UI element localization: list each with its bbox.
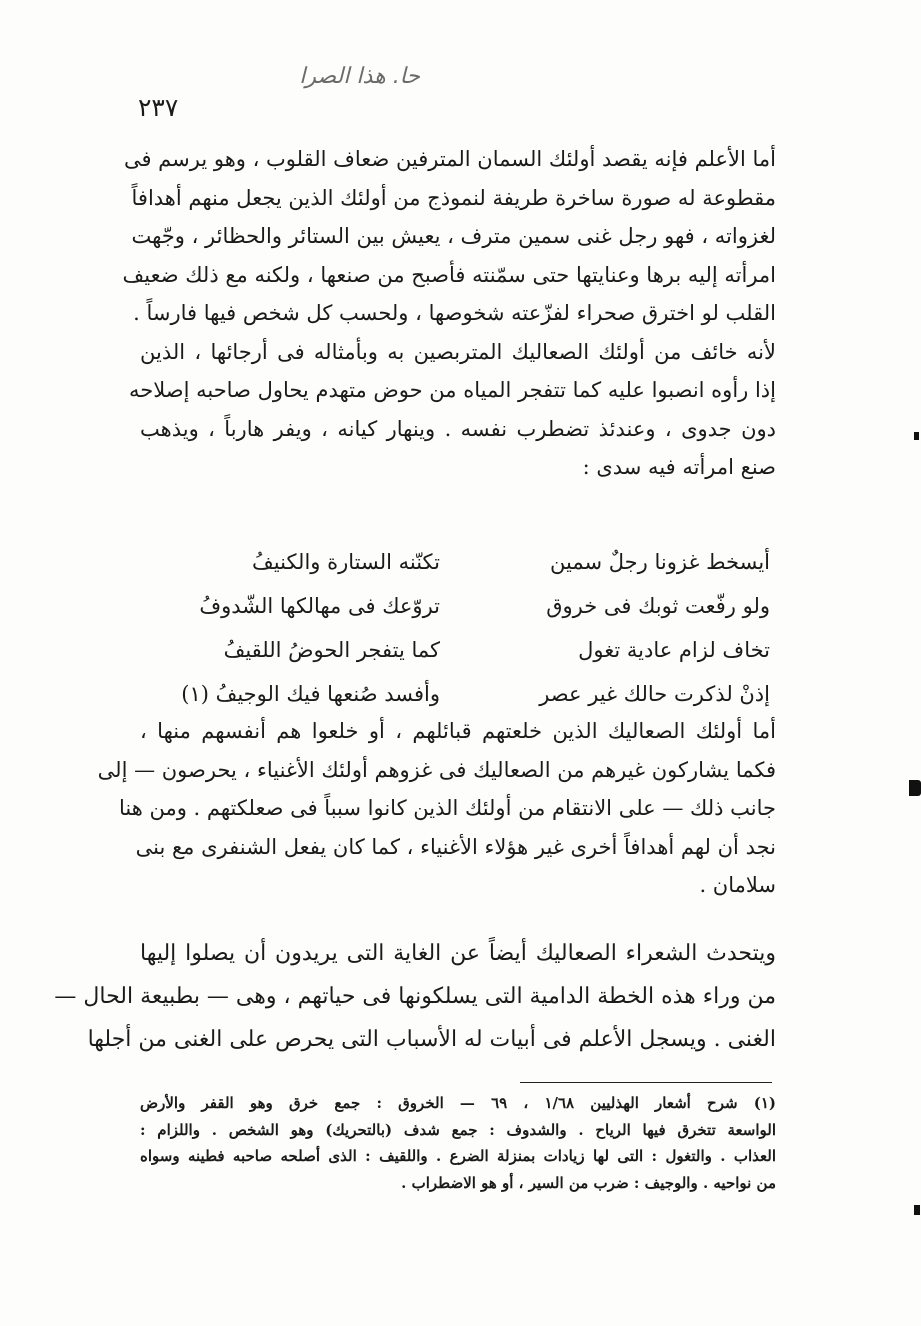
footnote-line: (١) شرح أشعار الهذليين ١/٦٨ ، ٦٩ — الخروق : جمع خرق وهو القفر والأرض — [140, 1094, 776, 1112]
page-number: ٢٣٧ — [138, 93, 179, 122]
footnote — [140, 1090, 776, 1196]
text-line: إذا رأوه انصبوا عليه كما تتفجر المياه من حوض متهدم يحاول صاحبه إصلاحه — [128, 378, 776, 402]
scan-edge-mark — [914, 1205, 920, 1215]
text-line: صنع امرأته فيه سدى : — [582, 455, 776, 479]
verse-first-hemistich: أيسخط غزونا رجلٌ سمين — [550, 550, 770, 574]
handwritten-note: حا. هذا الصرا — [299, 64, 420, 89]
text-line: القلب لو اخترق صحراء لفزّعته شخوصها ، ولحسب كل شخص فيها فارساً . — [133, 301, 776, 325]
text-line: أما أولئك الصعاليك الذين خلعتهم قبائلهم ، أو خلعوا هم أنفسهم منها ، — [140, 719, 776, 743]
verse-second-hemistich: تروّعك فى مهالكها الشّدوفُ — [199, 594, 440, 618]
text-line: ويتحدث الشعراء الصعاليك أيضاً عن الغاية التى يريدون أن يصلوا إليها — [140, 941, 776, 966]
paragraph-3 — [54, 932, 776, 1061]
verse-first-hemistich: تخاف لزام عادية تغول — [578, 638, 770, 662]
poem-verse — [170, 672, 770, 716]
verse-second-hemistich: وأفسد صُنعها فيك الوجيفُ (١) — [181, 682, 440, 706]
verse-second-hemistich: كما يتفجر الحوضُ اللقيفُ — [223, 638, 440, 662]
poem-verse — [170, 540, 770, 584]
text-line: مقطوعة له صورة ساخرة طريفة لنموذج من أولئك الذين يجعل منهم أهدافاً — [131, 185, 776, 210]
text-line: لأنه خائف من أولئك الصعاليك المتربصين به وبأمثاله فى أرجائها ، الذين — [140, 339, 776, 364]
footnote-line: العذاب . والتغول : التى لها زيادات بمنزلة الضرع . واللقيف : الذى أصلحه صاحبه فطينه وسواه — [140, 1147, 776, 1165]
text-line: سلامان . — [699, 873, 776, 897]
poem-verse — [170, 628, 770, 672]
scan-edge-mark — [914, 432, 919, 440]
footnote-line: الواسعة تتخرق فيها الرياح . والشدوف : جمع شدف (بالتحريك) وهو الشخص . واللزام : — [140, 1120, 776, 1139]
text-line: جانب ذلك — على الانتقام من أولئك الذين كانوا سبباً فى صعلكتهم . ومن هنا — [119, 796, 776, 820]
text-line: لغزواته ، فهو رجل غنى سمين مترف ، يعيش بين الستائر والحظائر ، وجّهت — [131, 224, 776, 248]
verse-second-hemistich: تكنّنه الستارة والكنيفُ — [252, 550, 440, 574]
verse-first-hemistich: ولو رفّعت ثوبك فى خروق — [546, 594, 770, 618]
paragraph-2 — [97, 712, 776, 905]
text-line: من وراء هذه الخطة الدامية التى يسلكونها فى حياتهم ، وهى — بطبيعة الحال — — [54, 984, 776, 1009]
paragraph-1 — [122, 140, 776, 487]
scan-edge-mark — [909, 780, 921, 796]
text-line: نجد أن لهم أهدافاً أخرى غير هؤلاء الأغنياء ، كما كان يفعل الشنفرى مع بنى — [135, 834, 776, 859]
poem-verse — [170, 584, 770, 628]
text-line: امرأته إليه برها وعنايتها حتى سمّنته فأصبح من صنعها ، ولكنه مع ذلك ضعيف — [122, 262, 776, 287]
text-line: فكما يشاركون غيرهم من الصعاليك فى غزوهم أولئك الأغنياء ، يحرصون — إلى — [97, 757, 776, 782]
footnote-line: من نواحيه . والوجيف : ضرب من السير ، أو هو الاضطراب . — [401, 1173, 776, 1192]
text-line: دون جدوى ، وعندئذ تضطرب نفسه . وينهار كيانه ، ويفر هارباً ، ويذهب — [140, 416, 776, 441]
text-line: الغنى . ويسجل الأعلم فى أبيات له الأسباب التى يحرص على الغنى من أجلها — [87, 1027, 776, 1052]
poem — [170, 540, 770, 716]
verse-first-hemistich: إذنْ لذكرت حالك غير عصر — [539, 682, 770, 706]
text-line: أما الأعلم فإنه يقصد أولئك السمان المترفين ضعاف القلوب ، وهو يرسم فى — [123, 147, 776, 171]
footnote-divider — [520, 1082, 772, 1083]
